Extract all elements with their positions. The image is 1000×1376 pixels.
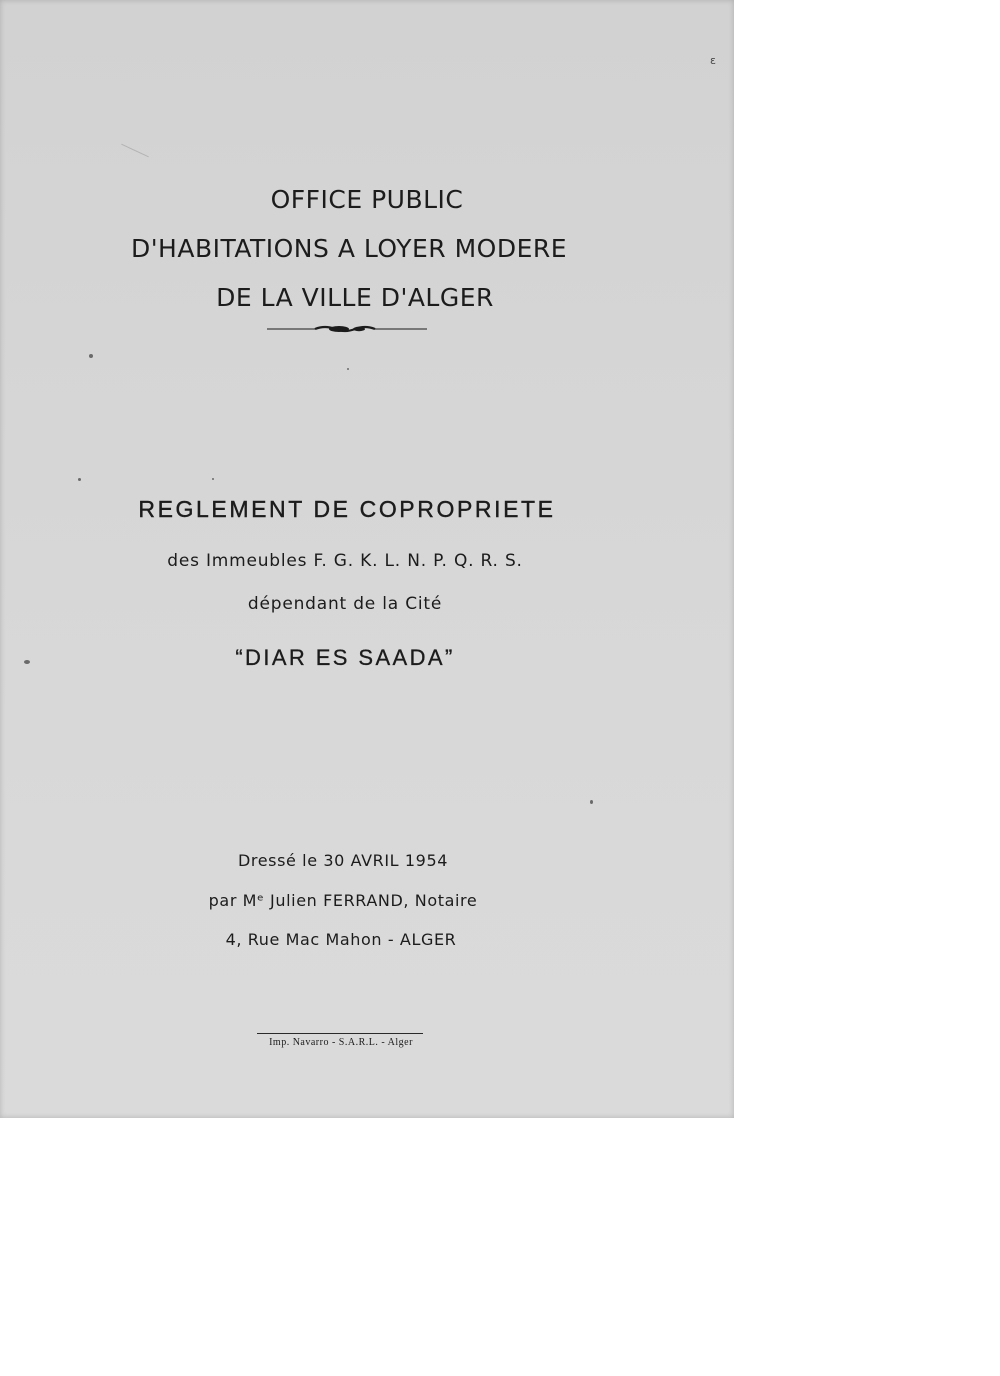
ornament-divider-icon — [267, 321, 427, 337]
dependency-line: dépendant de la Cité — [247, 594, 443, 614]
cite-name: “DIAR ES SAADA” — [235, 645, 455, 670]
header-line-3: DE LA VILLE D'ALGER — [216, 283, 494, 312]
paper-speck — [89, 354, 93, 358]
header-line-2: D'HABITATIONS A LOYER MODERE — [130, 234, 568, 263]
printer-credit: Imp. Navarro - S.A.R.L. - Alger — [269, 1037, 413, 1048]
document-title: REGLEMENT DE COPROPRIETE — [138, 496, 556, 522]
paper-speck — [347, 368, 349, 370]
paper-speck — [212, 478, 214, 480]
notary-line: par Mᵉ Julien FERRAND, Notaire — [208, 891, 478, 910]
header-line-1: OFFICE PUBLIC — [270, 185, 464, 214]
drafting-date: Dressé le 30 AVRIL 1954 — [237, 851, 449, 870]
paper-crease — [121, 144, 149, 158]
paper-speck — [78, 478, 81, 481]
corner-mark: ε — [710, 54, 716, 67]
address-line: 4, Rue Mac Mahon - ALGER — [225, 930, 457, 949]
paper-speck — [590, 800, 593, 804]
printer-rule — [257, 1033, 423, 1034]
buildings-line: des Immeubles F. G. K. L. N. P. Q. R. S. — [167, 551, 523, 571]
